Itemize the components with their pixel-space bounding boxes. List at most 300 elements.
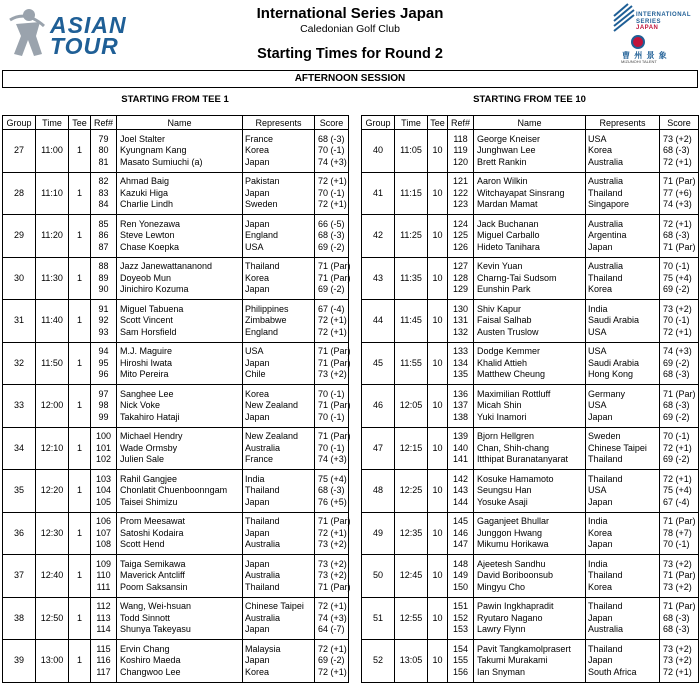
player-score-cell xyxy=(660,172,699,215)
player-country-cell xyxy=(586,597,660,640)
player-country: Germany xyxy=(588,388,626,399)
player-country-cell xyxy=(586,342,660,385)
ref-number: 130 xyxy=(452,303,469,314)
player-score-cell xyxy=(315,597,349,640)
player-name: Gaganjeet Bhullar xyxy=(477,516,550,526)
ref-number: 122 xyxy=(452,187,469,198)
group-number: 48 xyxy=(362,470,395,513)
player-score-cell xyxy=(315,555,349,598)
table-row xyxy=(3,257,349,300)
player-name: Yosuke Asaji xyxy=(477,496,528,507)
series-line-1: INTERNATIONAL xyxy=(636,12,692,18)
table-row xyxy=(362,385,699,428)
player-score-cell xyxy=(315,130,349,173)
player-name: Sam Horsfield xyxy=(120,326,177,337)
ref-number: 88 xyxy=(98,261,109,271)
tee-number: 10 xyxy=(428,470,448,513)
ref-number: 120 xyxy=(452,156,469,167)
player-name: Jazz Janewattananond xyxy=(120,261,213,271)
player-score: 67 (-4) xyxy=(663,496,690,507)
player-name: Shunya Takeyasu xyxy=(120,624,191,634)
ref-number: 143 xyxy=(452,485,469,495)
table-row xyxy=(3,597,349,640)
ref-number-cell xyxy=(91,427,117,470)
ref-number: 91 xyxy=(98,303,109,314)
player-score: 73 (+2) xyxy=(663,655,692,665)
player-country: England xyxy=(245,230,279,240)
tee1-col-group-header: Group xyxy=(3,116,36,130)
player-country: Japan xyxy=(245,218,270,229)
ref-number: 146 xyxy=(452,527,469,538)
player-score: 70 (-1) xyxy=(663,261,690,271)
player-country: Korea xyxy=(588,581,613,592)
player-country-cell xyxy=(586,130,660,173)
player-name-cell xyxy=(474,597,586,640)
player-name: Kevin Yuan xyxy=(477,261,523,271)
tee10-col-tee-header: Tee xyxy=(428,116,448,130)
player-name: Koshiro Maeda xyxy=(120,655,181,665)
player-score-cell xyxy=(660,215,699,258)
player-country-cell xyxy=(243,300,315,343)
player-score-cell xyxy=(315,342,349,385)
ref-number: 117 xyxy=(96,666,111,677)
player-country: Japan xyxy=(588,612,613,623)
player-score: 71 (Par) xyxy=(663,570,696,580)
player-country-cell xyxy=(586,172,660,215)
player-country: Australia xyxy=(245,539,281,549)
player-score: 67 (-4) xyxy=(318,303,345,314)
player-country: Japan xyxy=(588,539,613,549)
table-row xyxy=(362,555,699,598)
player-score: 73 (+2) xyxy=(663,643,692,654)
tee10-body xyxy=(362,130,699,683)
tee-time: 11:55 xyxy=(395,342,428,385)
player-country: Korea xyxy=(245,388,270,399)
ref-number: 83 xyxy=(98,187,109,198)
player-name-cell xyxy=(474,130,586,173)
ref-number-cell xyxy=(91,512,117,555)
table-row xyxy=(362,215,699,258)
player-name-cell xyxy=(117,640,243,683)
tee-number: 10 xyxy=(428,385,448,428)
player-score: 71 (Par) xyxy=(318,400,351,410)
player-country: India xyxy=(245,473,265,484)
player-score: 68 (-3) xyxy=(663,400,690,410)
ref-number: 87 xyxy=(98,241,109,252)
ref-number: 131 xyxy=(452,315,469,325)
ref-number: 115 xyxy=(96,643,111,654)
group-number: 42 xyxy=(362,215,395,258)
tee-time: 11:50 xyxy=(36,342,69,385)
player-name: Pavit Tangkamolprasert xyxy=(477,643,571,654)
player-country-cell xyxy=(586,257,660,300)
series-stripes-icon xyxy=(612,4,636,34)
player-country: New Zealand xyxy=(245,400,299,410)
player-name-cell xyxy=(474,300,586,343)
player-name: Jack Buchanan xyxy=(477,218,539,229)
ref-number: 89 xyxy=(98,272,109,283)
table-row xyxy=(3,427,349,470)
player-name: Prom Meesawat xyxy=(120,516,186,526)
player-score: 69 (-2) xyxy=(663,357,690,368)
player-country: USA xyxy=(588,346,607,356)
player-country-cell xyxy=(243,597,315,640)
ref-number: 153 xyxy=(452,624,469,634)
ref-number: 136 xyxy=(452,388,469,399)
player-country: France xyxy=(245,454,274,464)
ref-number: 119 xyxy=(453,145,468,155)
tee-time: 12:50 xyxy=(36,597,69,640)
ref-number: 93 xyxy=(98,326,109,337)
player-score: 71 (Par) xyxy=(318,346,351,356)
tee-number: 1 xyxy=(69,130,91,173)
group-number: 40 xyxy=(362,130,395,173)
player-country: Japan xyxy=(245,624,270,634)
player-score: 71 (Par) xyxy=(318,261,351,271)
group-number: 27 xyxy=(3,130,36,173)
tee-time: 12:55 xyxy=(395,597,428,640)
player-score: 72 (+1) xyxy=(318,326,347,337)
sponsor-emblem-icon xyxy=(631,35,645,49)
player-country: Japan xyxy=(245,284,270,294)
player-score-cell xyxy=(660,130,699,173)
player-country: Australia xyxy=(245,442,281,453)
table-row xyxy=(362,597,699,640)
ref-number-cell xyxy=(448,130,474,173)
player-score: 72 (+1) xyxy=(663,666,692,677)
ref-number: 98 xyxy=(98,400,109,410)
player-name: Witchayapat Sinsrang xyxy=(477,187,565,198)
player-country: USA xyxy=(245,346,264,356)
player-country-cell xyxy=(243,427,315,470)
player-name-cell xyxy=(474,470,586,513)
group-number: 46 xyxy=(362,385,395,428)
group-number: 49 xyxy=(362,512,395,555)
player-score-cell xyxy=(660,257,699,300)
player-score: 73 (+2) xyxy=(318,558,347,569)
ref-number: 156 xyxy=(452,666,469,677)
player-score-cell xyxy=(660,342,699,385)
player-country: Sweden xyxy=(245,199,278,209)
player-country: Thailand xyxy=(588,187,623,198)
tee-number: 1 xyxy=(69,555,91,598)
ref-number: 145 xyxy=(452,516,469,526)
player-score: 71 (Par) xyxy=(663,176,696,186)
player-score: 68 (-3) xyxy=(663,230,690,240)
tee-time: 13:00 xyxy=(36,640,69,683)
round-title: Starting Times for Round 2 xyxy=(257,46,443,62)
player-country: Thailand xyxy=(245,261,280,271)
player-country: Thailand xyxy=(588,601,623,611)
player-country: Australia xyxy=(588,624,624,634)
player-country: Australia xyxy=(588,261,624,271)
ref-number: 97 xyxy=(98,388,109,399)
player-score: 77 (+6) xyxy=(663,187,692,198)
player-name: Brett Rankin xyxy=(477,156,527,167)
tee-time: 11:00 xyxy=(36,130,69,173)
player-score: 69 (-2) xyxy=(663,454,690,464)
player-country: Korea xyxy=(245,145,270,155)
player-country: Korea xyxy=(245,666,270,677)
ref-number: 82 xyxy=(98,176,109,186)
group-number: 51 xyxy=(362,597,395,640)
player-score: 74 (+3) xyxy=(663,346,692,356)
player-name-cell xyxy=(474,555,586,598)
player-name-cell xyxy=(117,130,243,173)
player-score: 69 (-2) xyxy=(318,655,345,665)
tee10-col-group-header: Group xyxy=(362,116,395,130)
group-number: 31 xyxy=(3,300,36,343)
player-name: Ren Yonezawa xyxy=(120,218,181,229)
ref-number: 118 xyxy=(453,133,468,144)
table-row xyxy=(362,640,699,683)
tee-time: 11:10 xyxy=(36,172,69,215)
tee1-body xyxy=(3,130,349,683)
group-number: 39 xyxy=(3,640,36,683)
tee10-heading: STARTING FROM TEE 10 xyxy=(473,94,586,105)
player-country: Saudi Arabia xyxy=(588,357,640,368)
player-country: Japan xyxy=(245,655,270,665)
player-score: 69 (-2) xyxy=(663,284,690,294)
player-score: 73 (+2) xyxy=(663,581,692,592)
player-name: Maverick Antcliff xyxy=(120,570,185,580)
player-name-cell xyxy=(117,385,243,428)
player-country: Japan xyxy=(245,187,270,198)
tee-time: 12:25 xyxy=(395,470,428,513)
player-name: Joel Stalter xyxy=(120,133,166,144)
player-name: Changwoo Lee xyxy=(120,666,181,677)
player-country: Japan xyxy=(245,558,270,569)
ref-number: 142 xyxy=(452,473,469,484)
player-score: 68 (-3) xyxy=(318,133,345,144)
player-name: Micah Shin xyxy=(477,400,522,410)
player-name: Austen Truslow xyxy=(477,326,539,337)
tee-time: 11:15 xyxy=(395,172,428,215)
group-number: 47 xyxy=(362,427,395,470)
player-name-cell xyxy=(474,385,586,428)
ref-number-cell xyxy=(448,640,474,683)
player-name: Eunshin Park xyxy=(477,284,531,294)
player-name-cell xyxy=(474,427,586,470)
player-score-cell xyxy=(660,385,699,428)
table-row xyxy=(3,172,349,215)
tee10-header-row xyxy=(362,116,699,130)
sponsor-subtext: MIZUNOHI TALENT xyxy=(621,59,657,64)
player-score: 74 (+3) xyxy=(318,454,347,464)
group-number: 41 xyxy=(362,172,395,215)
player-name: Chan, Shih-chang xyxy=(477,442,550,453)
player-score: 68 (-3) xyxy=(663,145,690,155)
ref-number-cell xyxy=(91,172,117,215)
player-score: 70 (-1) xyxy=(663,539,690,549)
tee1-header-row xyxy=(3,116,349,130)
tee-number: 10 xyxy=(428,342,448,385)
ref-number: 84 xyxy=(98,199,109,209)
player-score: 71 (Par) xyxy=(318,357,351,368)
player-country: India xyxy=(588,303,608,314)
tee-number: 1 xyxy=(69,597,91,640)
ref-number: 133 xyxy=(452,346,469,356)
tee-number: 10 xyxy=(428,130,448,173)
ref-number-cell xyxy=(448,427,474,470)
ref-number-cell xyxy=(448,597,474,640)
table-row xyxy=(3,512,349,555)
ref-number: 103 xyxy=(95,473,112,484)
ref-number: 100 xyxy=(95,431,112,441)
ref-number: 147 xyxy=(452,539,469,549)
player-name: Julien Sale xyxy=(120,454,165,464)
player-country: Japan xyxy=(245,357,270,368)
table-row xyxy=(362,257,699,300)
player-country-cell xyxy=(243,215,315,258)
tee-time: 11:45 xyxy=(395,300,428,343)
player-name: Lawry Flynn xyxy=(477,624,526,634)
player-name: Kazuki Higa xyxy=(120,187,169,198)
player-name: Dodge Kemmer xyxy=(477,346,541,356)
player-country-cell xyxy=(586,427,660,470)
player-country: USA xyxy=(588,400,607,410)
player-country: Pakistan xyxy=(245,176,280,186)
table-row xyxy=(3,385,349,428)
tee-time: 11:35 xyxy=(395,257,428,300)
player-country: Korea xyxy=(588,145,613,155)
player-score: 68 (-3) xyxy=(318,485,345,495)
ref-number: 94 xyxy=(98,346,109,356)
tee-time: 11:30 xyxy=(36,257,69,300)
player-score: 71 (Par) xyxy=(663,241,696,252)
player-country: Japan xyxy=(245,411,270,422)
player-score: 75 (+4) xyxy=(663,272,692,283)
player-score: 72 (+1) xyxy=(318,176,347,186)
ref-number-cell xyxy=(91,385,117,428)
tee-time: 11:40 xyxy=(36,300,69,343)
player-name: Ian Snyman xyxy=(477,666,526,677)
ref-number-cell xyxy=(91,342,117,385)
event-title: International Series Japan xyxy=(256,5,444,22)
player-score-cell xyxy=(315,512,349,555)
player-score: 73 (+2) xyxy=(663,133,692,144)
ref-number-cell xyxy=(448,300,474,343)
player-score: 68 (-3) xyxy=(318,230,345,240)
player-score: 72 (+1) xyxy=(663,218,692,229)
player-score: 66 (-5) xyxy=(318,218,345,229)
ref-number: 112 xyxy=(96,601,111,611)
ref-number: 125 xyxy=(452,230,469,240)
player-score-cell xyxy=(315,300,349,343)
player-score: 70 (-1) xyxy=(663,431,690,441)
player-country: Australia xyxy=(588,176,624,186)
tee-number: 10 xyxy=(428,215,448,258)
ref-number: 96 xyxy=(98,369,109,379)
player-name-cell xyxy=(474,172,586,215)
player-country: Australia xyxy=(245,612,281,623)
ref-number: 110 xyxy=(96,570,111,580)
player-name: Mardan Mamat xyxy=(477,199,538,209)
player-score: 71 (Par) xyxy=(318,272,351,283)
player-name-cell xyxy=(474,342,586,385)
player-score: 72 (+1) xyxy=(663,326,692,337)
player-name: Scott Hend xyxy=(120,539,165,549)
table-row xyxy=(362,470,699,513)
player-score: 72 (+1) xyxy=(318,527,347,538)
player-score-cell xyxy=(660,640,699,683)
player-country: Japan xyxy=(588,496,613,507)
group-number: 29 xyxy=(3,215,36,258)
player-score: 72 (+1) xyxy=(318,666,347,677)
ref-number: 123 xyxy=(452,199,469,209)
ref-number: 138 xyxy=(452,411,469,422)
player-score-cell xyxy=(660,555,699,598)
series-text xyxy=(636,12,691,32)
player-country: Thailand xyxy=(588,643,623,654)
ref-number-cell xyxy=(448,555,474,598)
player-name-cell xyxy=(117,512,243,555)
player-score: 72 (+1) xyxy=(663,442,692,453)
ref-number: 148 xyxy=(452,558,469,569)
player-score: 70 (-1) xyxy=(663,315,690,325)
player-score-cell xyxy=(315,427,349,470)
group-number: 37 xyxy=(3,555,36,598)
player-country: Japan xyxy=(245,496,270,507)
ref-number: 92 xyxy=(98,315,109,325)
player-country-cell xyxy=(243,555,315,598)
ref-number-cell xyxy=(448,172,474,215)
series-line-3: JAPAN xyxy=(636,25,659,31)
tee-number: 10 xyxy=(428,597,448,640)
player-name: Nick Voke xyxy=(120,400,161,410)
player-name: Mikumu Horikawa xyxy=(477,539,549,549)
player-country: USA xyxy=(588,133,607,144)
player-score-cell xyxy=(660,300,699,343)
ref-number-cell xyxy=(91,130,117,173)
ref-number: 81 xyxy=(98,156,109,167)
player-country: Japan xyxy=(588,241,613,252)
player-country: Australia xyxy=(588,156,624,167)
player-name-cell xyxy=(117,257,243,300)
player-score: 72 (+1) xyxy=(663,473,692,484)
ref-number-cell xyxy=(448,257,474,300)
player-name: Seungsu Han xyxy=(477,485,532,495)
international-series-logo xyxy=(612,2,692,64)
player-name: Chase Koepka xyxy=(120,241,180,252)
player-country-cell xyxy=(243,130,315,173)
group-number: 36 xyxy=(3,512,36,555)
player-name: Doyeob Mun xyxy=(120,272,172,283)
ref-number: 128 xyxy=(452,272,469,283)
table-row xyxy=(362,130,699,173)
tee-time: 12:35 xyxy=(395,512,428,555)
player-score-cell xyxy=(315,385,349,428)
ref-number: 113 xyxy=(96,612,111,623)
player-country: Saudi Arabia xyxy=(588,315,640,325)
tee-number: 10 xyxy=(428,257,448,300)
player-country: South Africa xyxy=(588,666,637,677)
ref-number: 104 xyxy=(95,485,112,495)
player-country-cell xyxy=(586,215,660,258)
player-country-cell xyxy=(243,512,315,555)
player-name: Itthipat Buranatanyarat xyxy=(477,454,569,464)
ref-number: 151 xyxy=(452,601,469,611)
ref-number: 101 xyxy=(95,442,112,453)
tee-time: 12:10 xyxy=(36,427,69,470)
player-score: 74 (+3) xyxy=(318,612,347,623)
player-country: Australia xyxy=(245,570,281,580)
ref-number: 150 xyxy=(452,581,469,592)
ref-number-cell xyxy=(91,470,117,513)
player-name: Mingyu Cho xyxy=(477,581,526,592)
player-name: David Boriboonsub xyxy=(477,570,554,580)
ref-number: 107 xyxy=(95,527,112,538)
